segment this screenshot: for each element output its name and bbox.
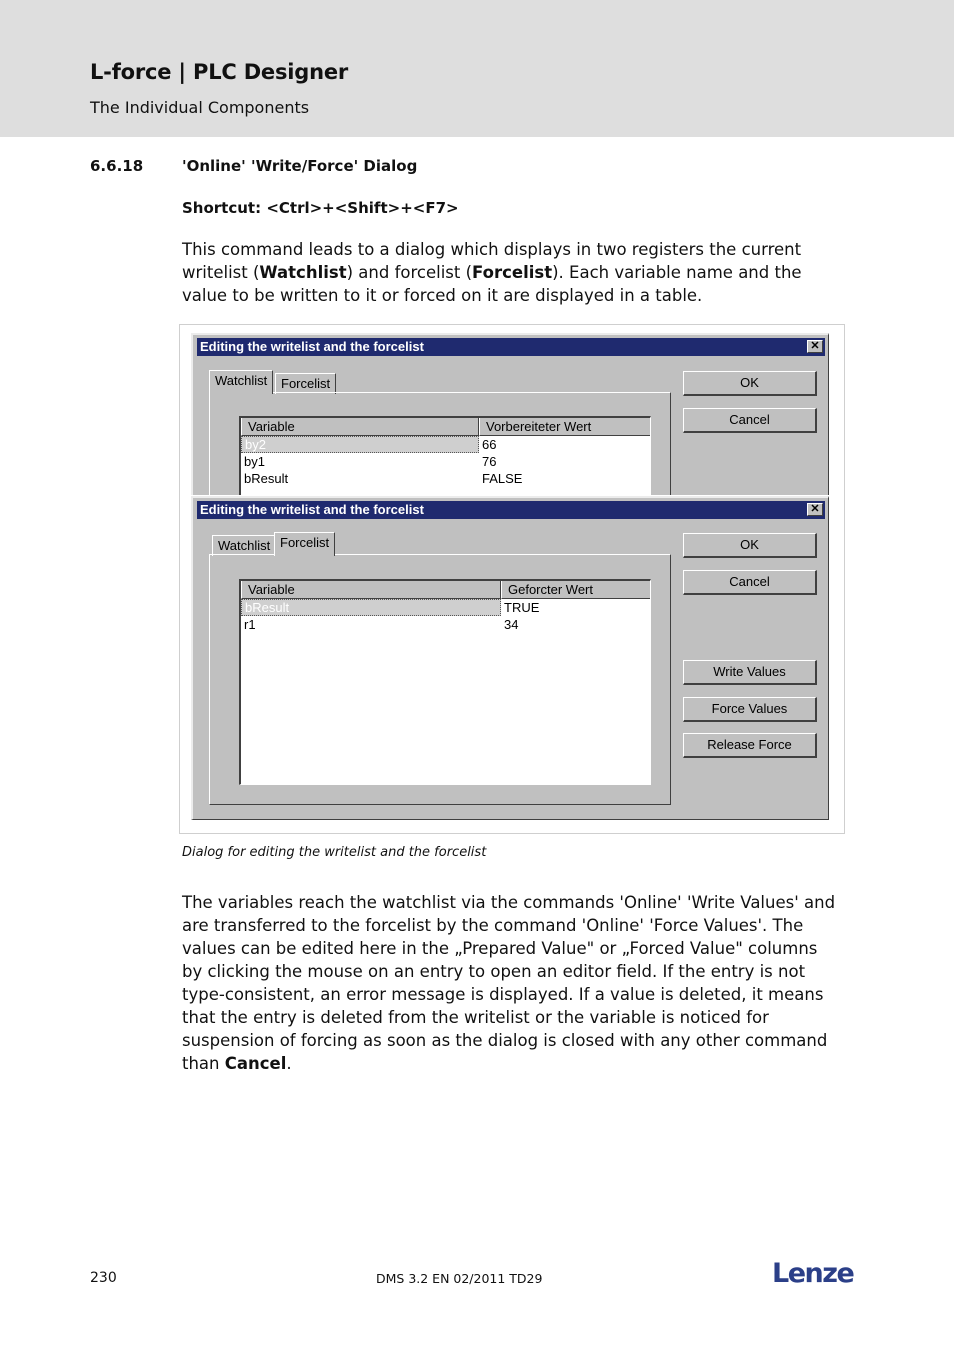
tab-watchlist[interactable]: Watchlist (209, 370, 273, 394)
intro-text-2: ) and forcelist ( (346, 263, 473, 282)
dialog-title: Editing the writelist and the forcelist (200, 339, 424, 354)
cancel-button[interactable]: Cancel (683, 570, 817, 595)
table-cell-value[interactable]: 76 (482, 454, 497, 469)
forcelist-dialog (191, 496, 829, 820)
table-cell-variable[interactable]: r1 (244, 617, 256, 632)
body-bold-cancel: Cancel (224, 1054, 287, 1073)
intro-bold-watchlist: Watchlist (259, 263, 347, 282)
page-header (0, 0, 954, 137)
page-number: 230 (90, 1270, 117, 1286)
tab-watchlist[interactable]: Watchlist (212, 535, 276, 556)
dialog-title: Editing the writelist and the forcelist (200, 502, 424, 517)
table-cell-value[interactable]: 66 (482, 437, 497, 452)
ok-button[interactable]: OK (683, 371, 817, 396)
tab-forcelist[interactable]: Forcelist (275, 373, 336, 394)
dialog-titlebar (197, 501, 825, 519)
forcelist-table[interactable] (239, 579, 651, 785)
close-icon[interactable]: ✕ (807, 503, 823, 516)
table-cell-value[interactable]: TRUE (504, 600, 540, 615)
ok-button[interactable]: OK (683, 533, 817, 558)
document-subtitle: The Individual Components (90, 98, 310, 117)
intro-text-3: ). Each variable name and the value to be written to it or forced on it are displayed in a table. (182, 263, 802, 305)
lenze-logo: Lenze (772, 1258, 854, 1289)
column-header-variable[interactable]: Variable (241, 418, 479, 436)
table-cell-value[interactable]: 34 (504, 617, 519, 632)
close-icon[interactable]: ✕ (807, 340, 823, 353)
section-title: 'Online' 'Write/Force' Dialog (182, 157, 418, 175)
body-text: The variables reach the watchlist via the commands 'Online' 'Write Values' and are transferred to the forcelist by the command 'Online' 'Force Values'. The values can be edited here in the „Prepared Value" or „Forced Value" columns by clicking the mouse on an entry to open an editor field. If the entry is not type-consistent, an error message is displayed. If a value is deleted, it means that the entry is deleted from the writelist or the variable is noticed for suspension of forcing as soon as the dialog is closed with any other command than (182, 893, 836, 1073)
shortcut-line: Shortcut: <Ctrl>+<Shift>+<F7> (182, 199, 459, 217)
section-number: 6.6.18 (90, 157, 144, 175)
table-cell-variable[interactable]: by1 (244, 454, 265, 469)
figure-caption: Dialog for editing the writelist and the forcelist (182, 845, 487, 860)
writelist-dialog (191, 333, 829, 495)
write-values-button[interactable]: Write Values (683, 660, 817, 685)
table-cell-value[interactable]: FALSE (482, 471, 523, 486)
writelist-table[interactable] (239, 416, 651, 495)
intro-text-1: This command leads to a dialog which displays in two registers the current writelist ( (182, 240, 802, 282)
dialog-titlebar (197, 338, 825, 356)
cancel-button[interactable]: Cancel (683, 408, 817, 433)
release-force-button[interactable]: Release Force (683, 733, 817, 758)
table-cell-variable[interactable]: bResult (244, 471, 289, 486)
body-text-end: . (286, 1054, 292, 1073)
table-cell-variable[interactable]: by2 (241, 436, 479, 453)
table-cell-variable[interactable]: bResult (241, 599, 501, 616)
intro-bold-forcelist: Forcelist (472, 263, 553, 282)
body-paragraph (182, 891, 842, 1075)
document-title: L-force | PLC Designer (90, 60, 349, 84)
tab-forcelist[interactable]: Forcelist (274, 532, 335, 556)
column-header-prepared-value[interactable]: Vorbereiteter Wert (479, 418, 651, 436)
document-id: DMS 3.2 EN 02/2011 TD29 (376, 1271, 543, 1286)
force-values-button[interactable]: Force Values (683, 697, 817, 722)
column-header-variable[interactable]: Variable (241, 581, 501, 599)
intro-paragraph (182, 238, 842, 307)
column-header-forced-value[interactable]: Geforcter Wert (501, 581, 651, 599)
